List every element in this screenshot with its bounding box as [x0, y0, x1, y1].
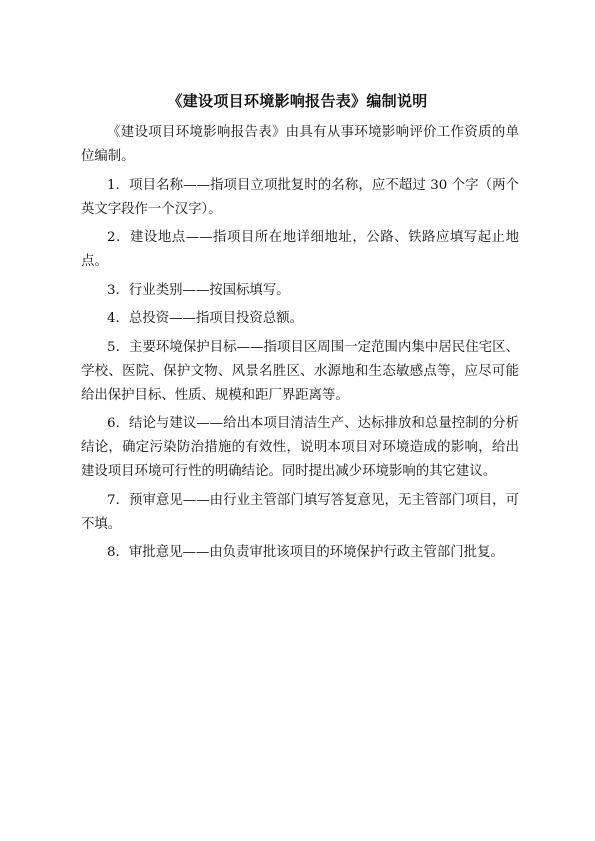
item-industry-category: 3．行业类别——按国标填写。: [107, 282, 290, 298]
item-preliminary-review: 7．预审意见——由行业主管部门填写答复意见，无主管部门项目，可不填。: [81, 492, 519, 532]
intro-paragraph: 《建设项目环境影响报告表》由具有从事环境影响评价工作资质的单位编制。: [81, 125, 519, 164]
item-approval-opinion: 8．审批意见——由负责审批该项目的环境保护行政主管部门批复。: [107, 545, 504, 560]
document-title: 《建设项目环境影响报告表》编制说明: [167, 92, 428, 110]
item-project-name: 1．项目名称——指项目立项批复时的名称，应不超过 30 个字（两个英文字段作一个汉字）。: [81, 177, 519, 217]
document-body: [81, 121, 519, 570]
item-construction-site: 2．建设地点——指项目所在地详细地址，公路、铁路应填写起止地点。: [81, 230, 519, 269]
item-conclusions: 6．结论与建议——给出本项目清洁生产、达标排放和总量控制的分析结论，确定污染防治措施的有效性，说明本项目对环境造成的影响，给出建设项目环境可行性的明确结论。同时提出减少环境影响的其它建议。: [81, 416, 519, 479]
item-total-investment: 4．总投资——指项目投资总额。: [107, 311, 303, 326]
item-protection-targets: 5．主要环境保护目标——指项目区周围一定范围内集中居民住宅区、学校、医院、保护文物、风景名胜区、水源地和生态敏感点等，应尽可能给出保护目标、性质、规模和距厂界距离等。: [81, 339, 519, 403]
